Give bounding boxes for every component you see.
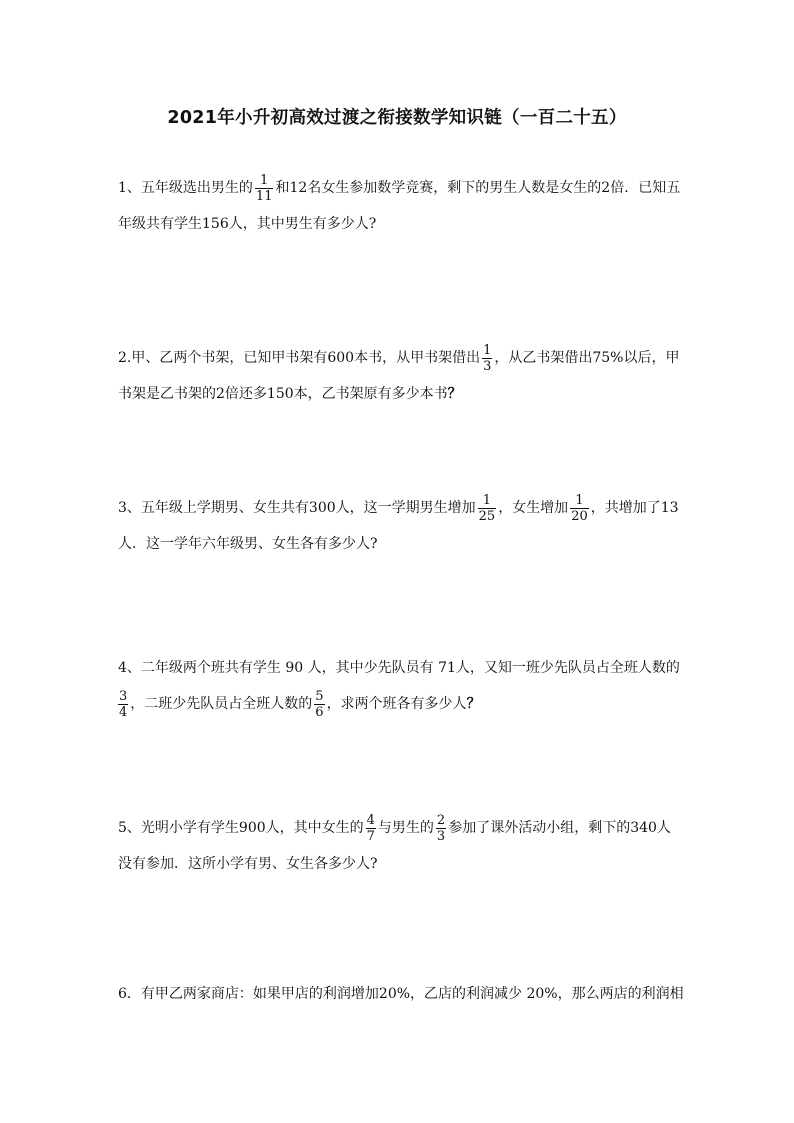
question-text: ，共增加了13 xyxy=(590,500,679,516)
question-text: 2.甲、乙两个书架，已知甲书架有600本书，从甲书架借出 xyxy=(118,350,481,366)
question-text: ，二班少先队员占全班人数的 xyxy=(130,696,313,712)
fraction xyxy=(482,343,492,374)
question-4 xyxy=(118,650,678,722)
question-3-line-1 xyxy=(118,490,678,526)
fraction xyxy=(436,813,446,844)
fraction-numerator: 4 xyxy=(366,812,375,828)
fraction-denominator: 20 xyxy=(571,508,588,524)
fraction-denominator: 3 xyxy=(483,358,492,374)
question-4-line-2 xyxy=(118,686,678,722)
fraction xyxy=(118,689,128,720)
question-3-line-2 xyxy=(118,526,678,562)
question-5 xyxy=(118,810,678,882)
question-mark: ？ xyxy=(447,386,462,402)
question-text: 1、五年级选出男生的 xyxy=(118,180,253,196)
question-3 xyxy=(118,490,678,562)
page-title: 2021年小升初高效过渡之衔接数学知识链（一百二十五） xyxy=(167,108,627,128)
question-text: 年级共有学生156人，其中男生有多少人? xyxy=(118,216,377,232)
question-text: 4、二年级两个班共有学生 90 人，其中少先队员有 71人，又知一班少先队员占全班人数的 xyxy=(118,660,680,676)
fraction-numerator: 3 xyxy=(119,688,128,704)
fraction-denominator: 3 xyxy=(436,828,446,844)
question-text: ，女生增加 xyxy=(498,500,569,516)
question-1-line-1 xyxy=(118,170,681,206)
fraction-numerator: 2 xyxy=(436,812,446,828)
question-4-line-1 xyxy=(118,650,678,686)
fraction-denominator: 25 xyxy=(478,508,496,524)
fraction-denominator: 11 xyxy=(255,188,273,204)
question-text: 与男生的 xyxy=(377,820,434,836)
question-1-line-2 xyxy=(118,206,678,242)
question-5-line-1 xyxy=(118,810,678,846)
question-text: 和12名女生参加数学竞赛，剩下的男生人数是女生的2倍．已知五 xyxy=(275,180,681,196)
question-text: 6．有甲乙两家商店：如果甲店的利润增加20%，乙店的利润减少 20%，那么两店的利润相 xyxy=(118,986,684,1002)
fraction xyxy=(366,813,376,844)
question-text: 书架是乙书架的2倍还多150本，乙书架原有多少本书 xyxy=(118,386,448,402)
question-text: 3、五年级上学期男、女生共有300人，这一学期男生增加 xyxy=(118,500,476,516)
question-text: 参加了课外活动小组，剩下的340人 xyxy=(448,820,671,836)
fraction-numerator: 1 xyxy=(482,492,492,508)
fraction xyxy=(478,493,497,524)
question-2-line-1 xyxy=(118,340,678,376)
question-2 xyxy=(118,340,678,412)
fraction-denominator: 7 xyxy=(366,828,375,844)
question-text: 5、光明小学有学生900人，其中女生的 xyxy=(118,820,364,836)
question-mark: ？ xyxy=(466,696,481,712)
question-text: ，从乙书架借出75%以后，甲 xyxy=(494,350,680,366)
fraction-denominator: 6 xyxy=(315,704,324,720)
question-2-line-2 xyxy=(118,376,678,412)
fraction-numerator: 5 xyxy=(315,688,324,704)
fraction-numerator: 1 xyxy=(260,172,269,188)
fraction xyxy=(255,173,274,204)
question-text: ，求两个班各有多少人 xyxy=(326,696,467,712)
question-6 xyxy=(118,976,684,1012)
fraction-denominator: 4 xyxy=(119,704,128,720)
fraction xyxy=(314,689,324,720)
question-text: 人．这一学年六年级男、女生各有多少人? xyxy=(118,536,378,552)
fraction-numerator: 1 xyxy=(483,342,492,358)
question-text: 没有参加．这所小学有男、女生各多少人? xyxy=(118,856,378,872)
fraction xyxy=(570,493,589,524)
question-6-line-1 xyxy=(118,976,684,1012)
question-5-line-2 xyxy=(118,846,678,882)
question-1 xyxy=(118,170,681,242)
fraction-numerator: 1 xyxy=(575,492,584,508)
